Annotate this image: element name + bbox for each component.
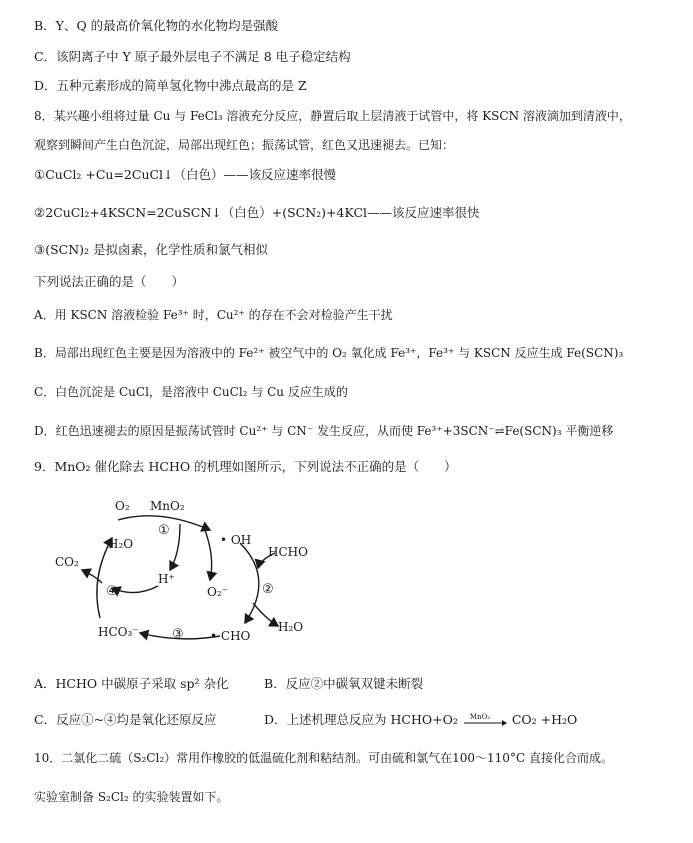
label-cho-radical: • CHO: [210, 629, 251, 643]
q9-option-d-products: CO₂ +H₂O: [511, 712, 578, 727]
mechanism-diagram: [40, 488, 340, 648]
label-oh-radical: • OH: [220, 533, 252, 547]
label-co2: CO₂: [55, 555, 79, 569]
label-h2o-right: H₂O: [278, 620, 304, 634]
label-h2o-left: H₂O: [108, 537, 134, 551]
label-h-plus: H⁺: [158, 572, 175, 586]
step-2-marker: ②: [262, 582, 274, 597]
q7-option-d: D．五种元素形成的简单氢化物中沸点最高的是 Z: [34, 78, 307, 93]
q9-option-b: B．反应②中碳氧双键未断裂: [264, 676, 424, 691]
label-superoxide: O₂⁻: [207, 585, 228, 599]
label-hco3: HCO₃⁻: [98, 625, 139, 639]
catalyst-label: MnO₂: [469, 712, 491, 721]
q9-stem: 9．MnO₂ 催化除去 HCHO 的机理如图所示，下列说法不正确的是（ ）: [34, 459, 457, 474]
label-mno2: MnO₂: [150, 499, 185, 513]
catalyst-arrow: [462, 712, 508, 727]
label-hcho: HCHO: [268, 545, 308, 559]
q8-option-b: B．局部出现红色主要是因为溶液中的 Fe²⁺ 被空气中的 O₂ 氧化成 Fe³⁺，Fe³⁺ 与 KSCN 反应生成 Fe(SCN)₃: [34, 346, 624, 360]
q8-stem-line2: 观察到瞬间产生白色沉淀，局部出现红色；振荡试管，红色又迅速褪去。已知：: [34, 138, 455, 152]
step-1-marker: ①: [158, 523, 170, 538]
label-o2: O₂: [115, 499, 130, 513]
q8-question: 下列说法正确的是（ ）: [34, 274, 185, 289]
step-3-marker: ③: [172, 627, 184, 642]
q8-option-c: C．白色沉淀是 CuCl，是溶液中 CuCl₂ 与 Cu 反应生成的: [34, 385, 348, 399]
q7-option-b: B．Y、Q 的最高价氧化物的水化物均是强酸: [34, 18, 279, 33]
q10-stem-line2: 实验室制备 S₂Cl₂ 的实验装置如下。: [34, 790, 229, 804]
q8-known-2: ②2CuCl₂+4KSCN=2CuSCN↓（白色）+(SCN₂)+4KCl——该反应速率很快: [34, 205, 480, 220]
arrow-right-icon: [462, 717, 508, 729]
q10-stem-line1: 10．二氯化二硫（S₂Cl₂）常用作橡胶的低温硫化剂和粘结剂。可由硫和氯气在100～110°C 直接化合而成。: [34, 751, 613, 765]
q9-option-a: A．HCHO 中碳原子采取 sp² 杂化: [34, 676, 229, 691]
step-4-marker: ④: [106, 584, 118, 599]
q7-option-c: C．该阴离子中 Y 原子最外层电子不满足 8 电子稳定结构: [34, 49, 351, 64]
q8-stem-line1: 8．某兴趣小组将过量 Cu 与 FeCl₃ 溶液充分反应，静置后取上层清液于试管中，将 KSCN 溶液滴加到清液中，: [34, 109, 631, 123]
q9-option-d: [264, 712, 577, 728]
q8-option-a: A．用 KSCN 溶液检验 Fe³⁺ 时，Cu²⁺ 的存在不会对检验产生干扰: [34, 308, 393, 322]
q8-option-d: D．红色迅速褪去的原因是振荡试管时 Cu²⁺ 与 CN⁻ 发生反应，从而使 Fe³⁺+3SCN⁻⇌Fe(SCN)₃ 平衡逆移: [34, 424, 614, 438]
q8-known-3: ③(SCN)₂ 是拟卤素，化学性质和氯气相似: [34, 242, 269, 257]
q9-option-c: C．反应①~④均是氧化还原反应: [34, 712, 217, 727]
q8-known-1: ①CuCl₂ +Cu=2CuCl↓（白色）——该反应速率很慢: [34, 167, 337, 182]
q9-option-d-reactants: D．上述机理总反应为 HCHO+O₂: [264, 712, 458, 727]
